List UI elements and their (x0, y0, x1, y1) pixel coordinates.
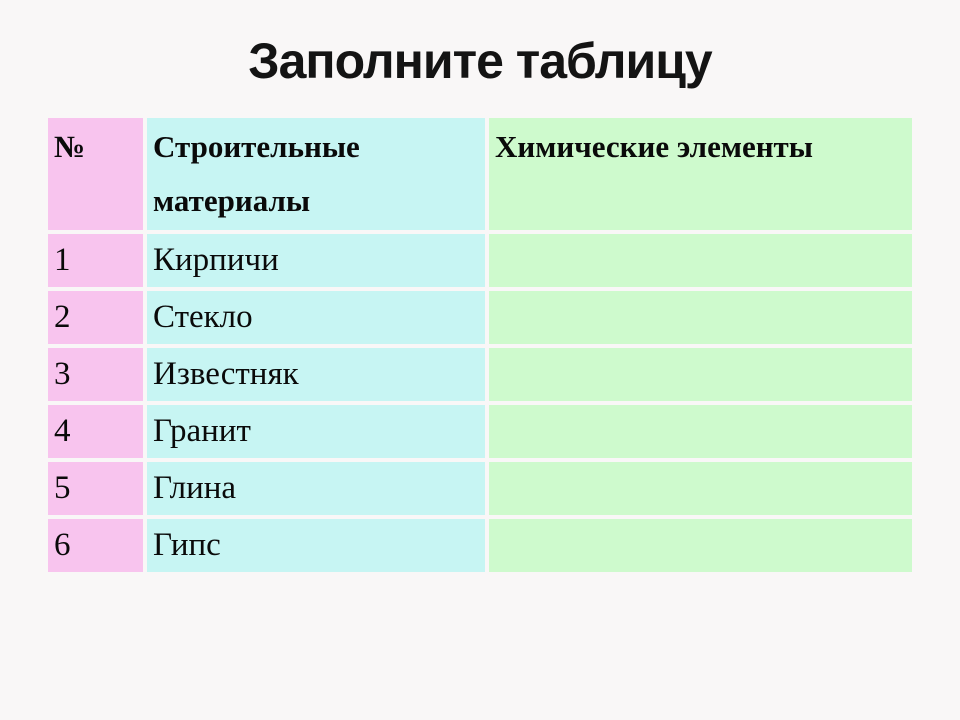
header-elements: Химические элементы (489, 118, 912, 230)
table-row (48, 291, 912, 344)
row-number-cell: 4 (48, 405, 143, 458)
table-row (48, 348, 912, 401)
fill-in-table (44, 114, 916, 576)
material-cell: Гранит (147, 405, 485, 458)
material-cell: Глина (147, 462, 485, 515)
elements-empty-cell (489, 405, 912, 458)
material-cell: Кирпичи (147, 234, 485, 287)
material-cell: Гипс (147, 519, 485, 572)
row-number-cell: 5 (48, 462, 143, 515)
header-materials: Строительные материалы (147, 118, 485, 230)
page-title: Заполните таблицу (248, 33, 712, 89)
elements-empty-cell (489, 462, 912, 515)
row-number-cell: 3 (48, 348, 143, 401)
table-header-row (48, 118, 912, 230)
material-cell: Известняк (147, 348, 485, 401)
elements-empty-cell (489, 348, 912, 401)
row-number-cell: 6 (48, 519, 143, 572)
table-row (48, 462, 912, 515)
row-number-cell: 2 (48, 291, 143, 344)
elements-empty-cell (489, 234, 912, 287)
header-number: № (48, 118, 143, 230)
table-row (48, 405, 912, 458)
elements-empty-cell (489, 519, 912, 572)
table-row (48, 234, 912, 287)
material-cell: Стекло (147, 291, 485, 344)
table-row (48, 519, 912, 572)
row-number-cell: 1 (48, 234, 143, 287)
elements-empty-cell (489, 291, 912, 344)
